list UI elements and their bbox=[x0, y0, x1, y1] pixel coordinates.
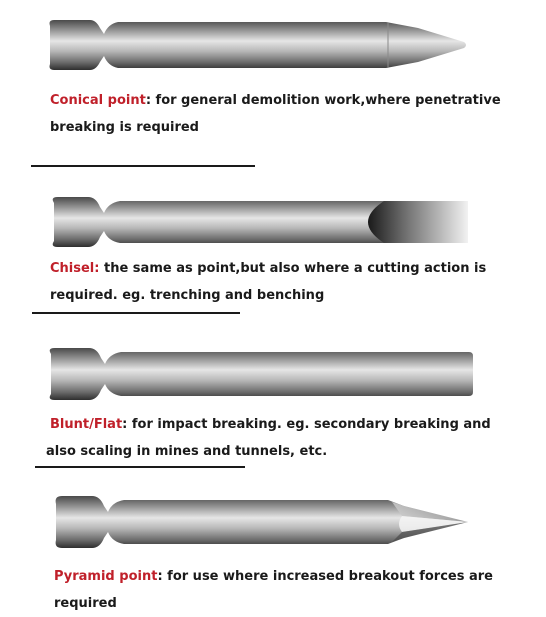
pyramid-point-text-line1: : for use where increased breakout forces are required bbox=[54, 569, 493, 611]
blunt-flat-tool-image bbox=[45, 344, 475, 404]
conical-point-text-line2: breaking is required bbox=[50, 120, 199, 135]
divider-1 bbox=[31, 165, 255, 167]
divider-3 bbox=[35, 466, 245, 468]
conical-point-text-line1: : for general demolition work,where penetrative bbox=[145, 93, 501, 108]
conical-point-description bbox=[50, 87, 520, 141]
blunt-flat-description bbox=[46, 411, 520, 465]
blunt-flat-text-line2: also scaling in mines and tunnels, etc. bbox=[46, 444, 328, 459]
blunt-flat-text-line1: : for impact breaking. eg. secondary breaking and bbox=[122, 417, 491, 432]
divider-2 bbox=[32, 312, 240, 314]
pyramid-point-name: Pyramid point bbox=[54, 569, 158, 584]
chisel-tool-image bbox=[48, 193, 472, 251]
chisel-text-line2: required. eg. trenching and benching bbox=[50, 288, 325, 303]
conical-point-name: Conical point bbox=[50, 93, 146, 108]
blunt-flat-name: Blunt/Flat bbox=[50, 417, 123, 432]
pyramid-point-description bbox=[54, 563, 542, 617]
pyramid-point-tool-image bbox=[52, 492, 476, 554]
chisel-name: Chisel: bbox=[50, 261, 100, 276]
chisel-description bbox=[50, 255, 520, 309]
chisel-text-line1: the same as point,but also where a cutting action is bbox=[99, 261, 487, 276]
conical-point-tool-image bbox=[46, 14, 470, 76]
